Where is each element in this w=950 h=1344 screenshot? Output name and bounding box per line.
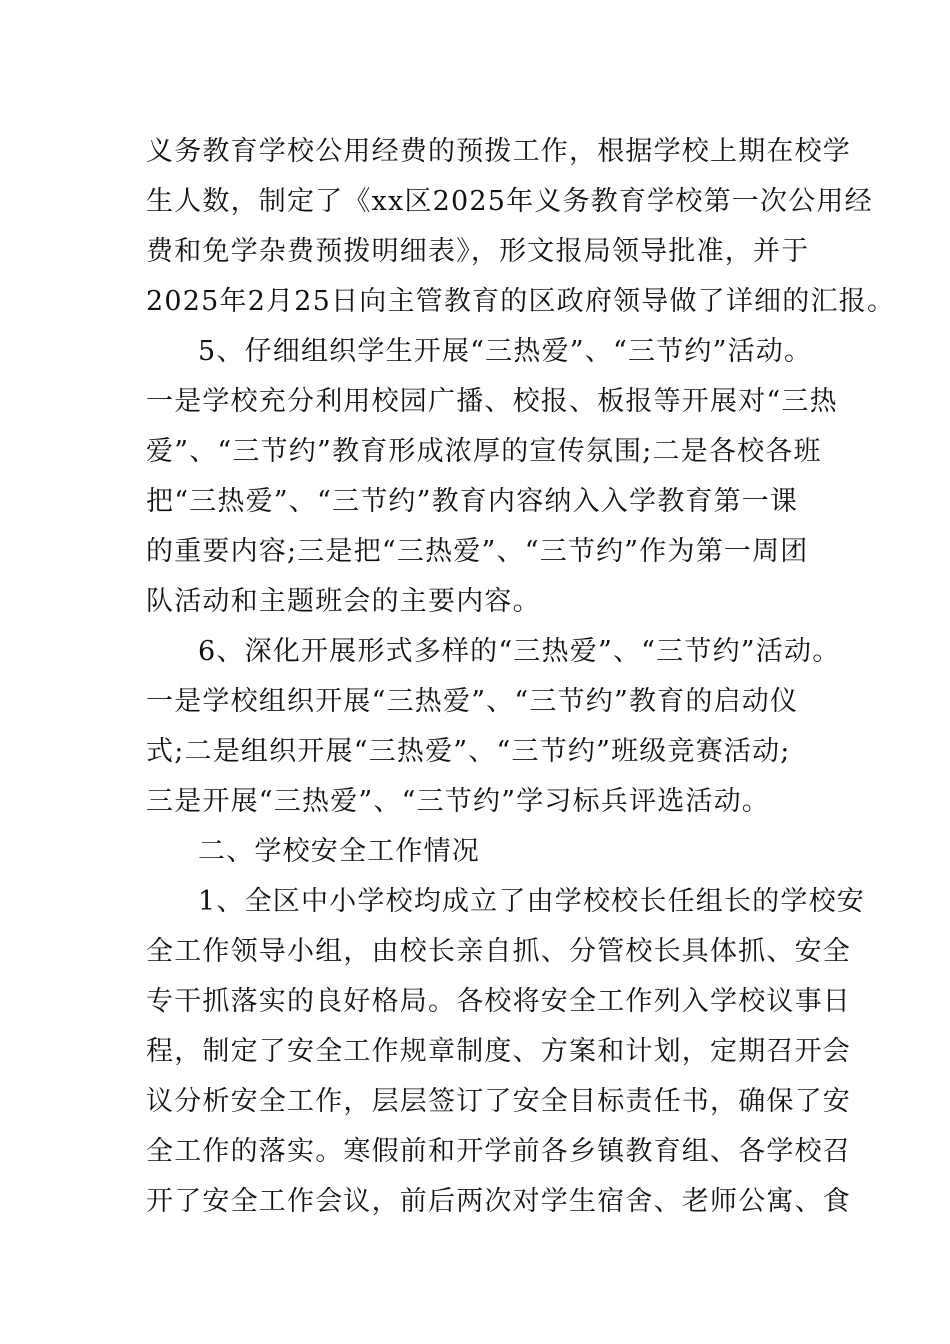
text-line: 专干抓落实的良好格局。各校将安全工作列入学校议事日	[146, 986, 851, 1017]
text-line: 生人数，制定了《xx区2025年义务教育学校第一次公用经	[146, 186, 873, 217]
text-line: 一是学校充分利用校园广播、校报、板报等开展对“三热	[146, 386, 838, 417]
text-line: 把“三热爱”、“三节约”教育内容纳入入学教育第一课	[146, 486, 799, 517]
text-line: 2025年2月25日向主管教育的区政府领导做了详细的汇报。	[146, 286, 896, 317]
text-line: 议分析安全工作，层层签订了安全目标责任书，确保了安	[146, 1086, 851, 1117]
text-line: 费和免学杂费预拨明细表》，形文报局领导批准，并于	[146, 236, 810, 267]
paragraph-heading-item-5: 5、仔细组织学生开展“三热爱”、“三节约”活动。	[198, 336, 813, 367]
text-line: 开了安全工作会议，前后两次对学生宿舍、老师公寓、食	[146, 1186, 851, 1217]
text-line: 一是学校组织开展“三热爱”、“三节约”教育的启动仪	[146, 686, 799, 717]
paragraph-heading-item-6: 6、深化开展形式多样的“三热爱”、“三节约”活动。	[198, 636, 841, 667]
text-line: 全工作领导小组，由校长亲自抓、分管校长具体抓、安全	[146, 936, 851, 967]
text-line: 程，制定了安全工作规章制度、方案和计划，定期召开会	[146, 1036, 851, 1067]
text-line: 义务教育学校公用经费的预拨工作，根据学校上期在校学	[146, 136, 851, 167]
text-line: 队活动和主题班会的主要内容。	[146, 586, 541, 617]
text-line: 式;二是组织开展“三热爱”、“三节约”班级竞赛活动;	[146, 736, 791, 767]
section-heading: 二、学校安全工作情况	[198, 836, 480, 867]
text-line: 爱”、“三节约”教育形成浓厚的宣传氛围;二是各校各班	[146, 436, 822, 467]
document-body	[146, 127, 896, 1227]
text-line: 全工作的落实。寒假前和开学前各乡镇教育组、各学校召	[146, 1136, 851, 1167]
paragraph-heading-item-1: 1、全区中小学校均成立了由学校校长任组长的学校安	[198, 886, 865, 917]
text-line: 三是开展“三热爱”、“三节约”学习标兵评选活动。	[146, 786, 771, 817]
text-line: 的重要内容;三是把“三热爱”、“三节约”作为第一周团	[146, 536, 809, 567]
